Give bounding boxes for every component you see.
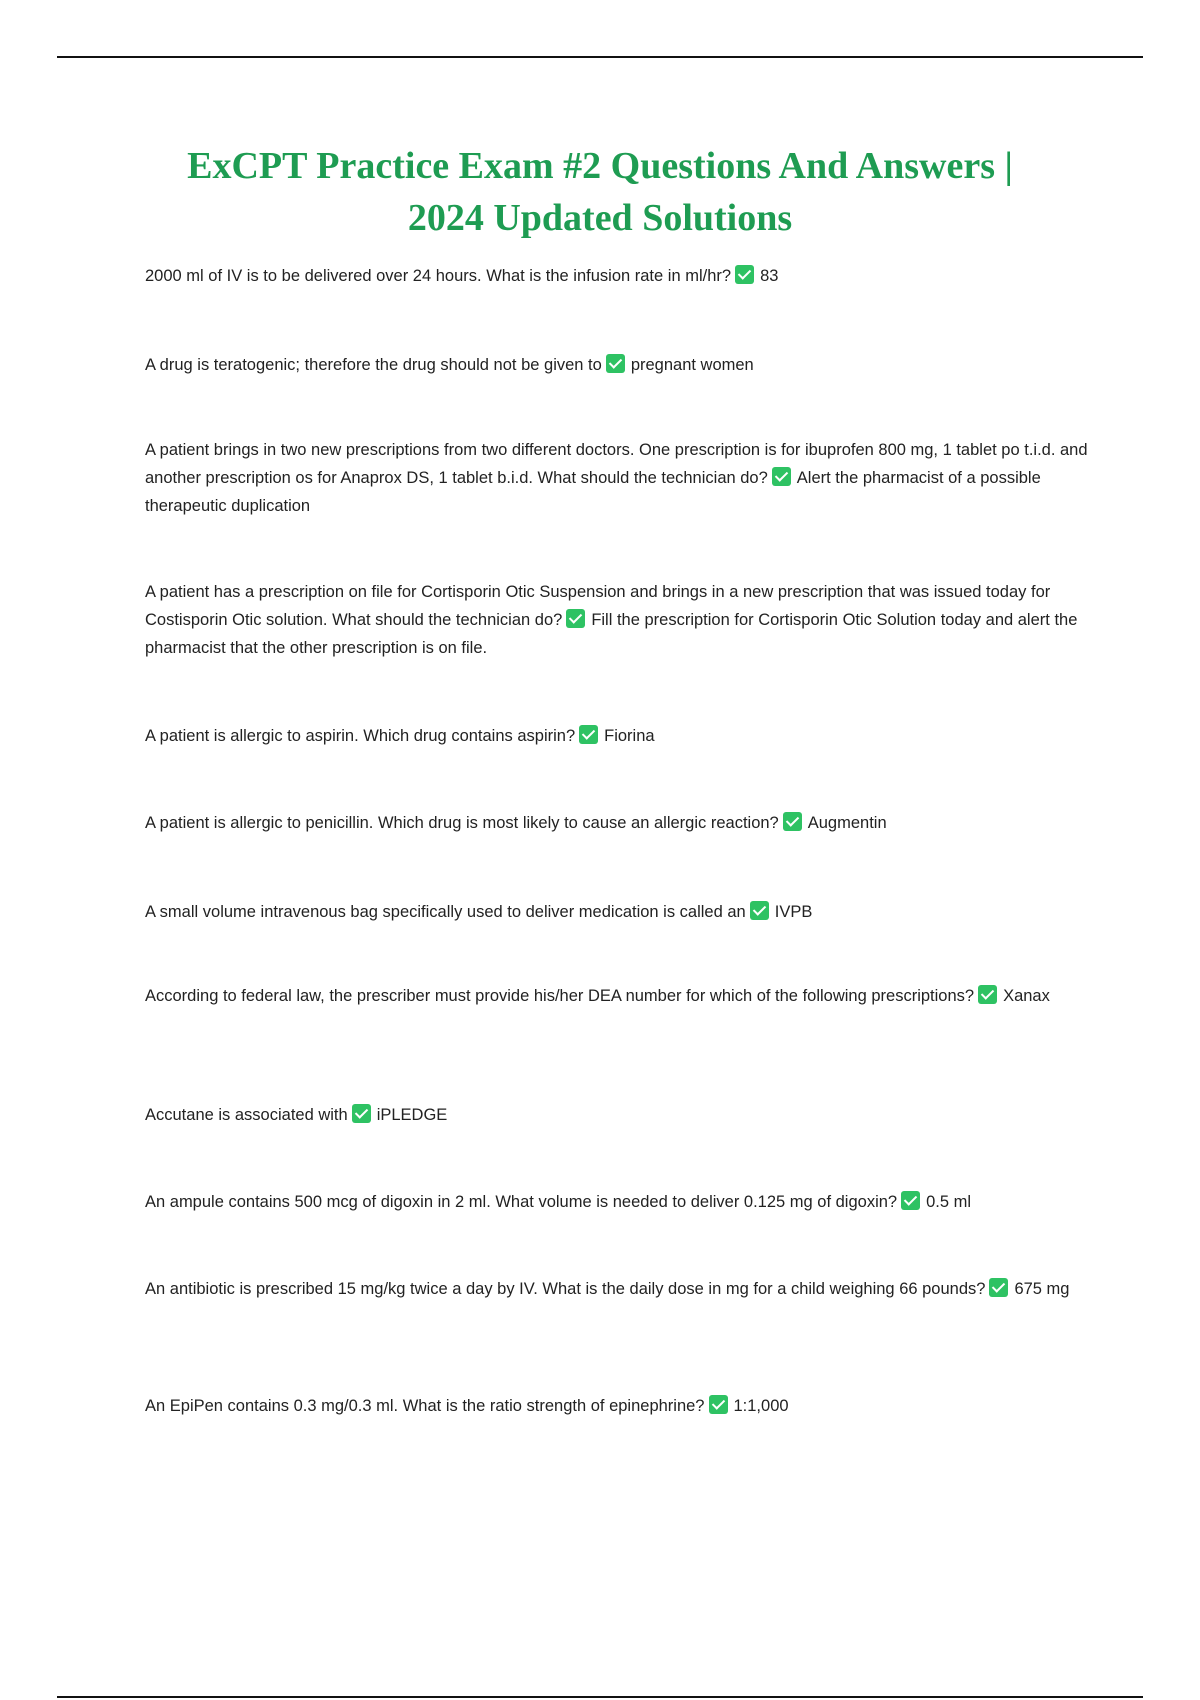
question-text: An antibiotic is prescribed 15 mg/kg twice a day by IV. What is the daily dose in mg for a child weighing 66 pounds?: [145, 1280, 986, 1298]
checkmark-icon: [579, 725, 598, 744]
checkmark-icon: [735, 265, 754, 284]
answer-text: Fiorina: [604, 727, 655, 745]
answer-text: 0.5 ml: [926, 1193, 972, 1211]
checkmark-icon: [978, 985, 997, 1004]
question-text: A patient is allergic to aspirin. Which drug contains aspirin?: [145, 727, 576, 745]
answer-text: Augmentin: [807, 814, 887, 832]
checkmark-icon: [352, 1104, 371, 1123]
question-text: A patient is allergic to penicillin. Which drug is most likely to cause an allergic reaction?: [145, 814, 779, 832]
answer-text: iPLEDGE: [376, 1106, 448, 1124]
checkmark-icon: [606, 354, 625, 373]
checkmark-icon: [783, 812, 802, 831]
qa-item-11: [145, 1275, 1090, 1303]
title-line-2: 2024 Updated Solutions: [407, 197, 793, 239]
answer-text: Fill the prescription for Cortisporin Otic Solution today and alert the pharmacist that the other prescription is on file.: [145, 611, 1078, 657]
qa-item-10: [145, 1188, 1090, 1216]
question-text: A drug is teratogenic; therefore the drug should not be given to: [145, 356, 602, 374]
checkmark-icon: [989, 1278, 1008, 1297]
answer-text: pregnant women: [630, 356, 754, 374]
qa-item-9: [145, 1101, 1090, 1129]
question-text: A patient has a prescription on file for Cortisporin Otic Suspension and brings in a new prescription that was issued today for Costisporin Otic solution. What should the technician do?: [145, 583, 1051, 629]
qa-item-1: [145, 262, 1090, 290]
answer-text: 1:1,000: [733, 1397, 789, 1415]
qa-item-3: [145, 436, 1090, 520]
checkmark-icon: [772, 467, 791, 486]
question-text: An EpiPen contains 0.3 mg/0.3 ml. What is the ratio strength of epinephrine?: [145, 1397, 705, 1415]
qa-item-12: [145, 1392, 1090, 1420]
question-text: A small volume intravenous bag specifically used to deliver medication is called an: [145, 903, 746, 921]
qa-item-8: [145, 982, 1090, 1010]
title-line-1: ExCPT Practice Exam #2 Questions And Answers |: [187, 145, 1013, 187]
qa-item-2: [145, 351, 1090, 379]
answer-text: IVPB: [774, 903, 813, 921]
question-text: Accutane is associated with: [145, 1106, 348, 1124]
checkmark-icon: [901, 1191, 920, 1210]
question-text: According to federal law, the prescriber must provide his/her DEA number for which of the following prescriptions?: [145, 987, 975, 1005]
checkmark-icon: [750, 901, 769, 920]
qa-item-4: [145, 578, 1090, 662]
checkmark-icon: [709, 1395, 728, 1414]
top-rule: [57, 56, 1143, 58]
answer-text: Alert the pharmacist of a possible therapeutic duplication: [145, 469, 1041, 515]
bottom-rule: [57, 1696, 1143, 1698]
answer-text: Xanax: [1003, 987, 1050, 1005]
qa-item-7: [145, 898, 1090, 926]
checkmark-icon: [566, 609, 585, 628]
question-text: An ampule contains 500 mcg of digoxin in 2 ml. What volume is needed to deliver 0.125 mg of digoxin?: [145, 1193, 898, 1211]
answer-text: 675 mg: [1014, 1280, 1070, 1298]
question-text: 2000 ml of IV is to be delivered over 24 hours. What is the infusion rate in ml/hr?: [145, 267, 732, 285]
qa-item-5: [145, 722, 1090, 750]
answer-text: 83: [760, 267, 779, 285]
qa-item-6: [145, 809, 1090, 837]
page-title: [100, 140, 1100, 244]
question-text: A patient brings in two new prescriptions from two different doctors. One prescription is for ibuprofen 800 mg, 1 tablet po t.i.d. and another prescription os for Anaprox DS, 1 tablet b.i.d. What should the technician do?: [145, 441, 1088, 487]
